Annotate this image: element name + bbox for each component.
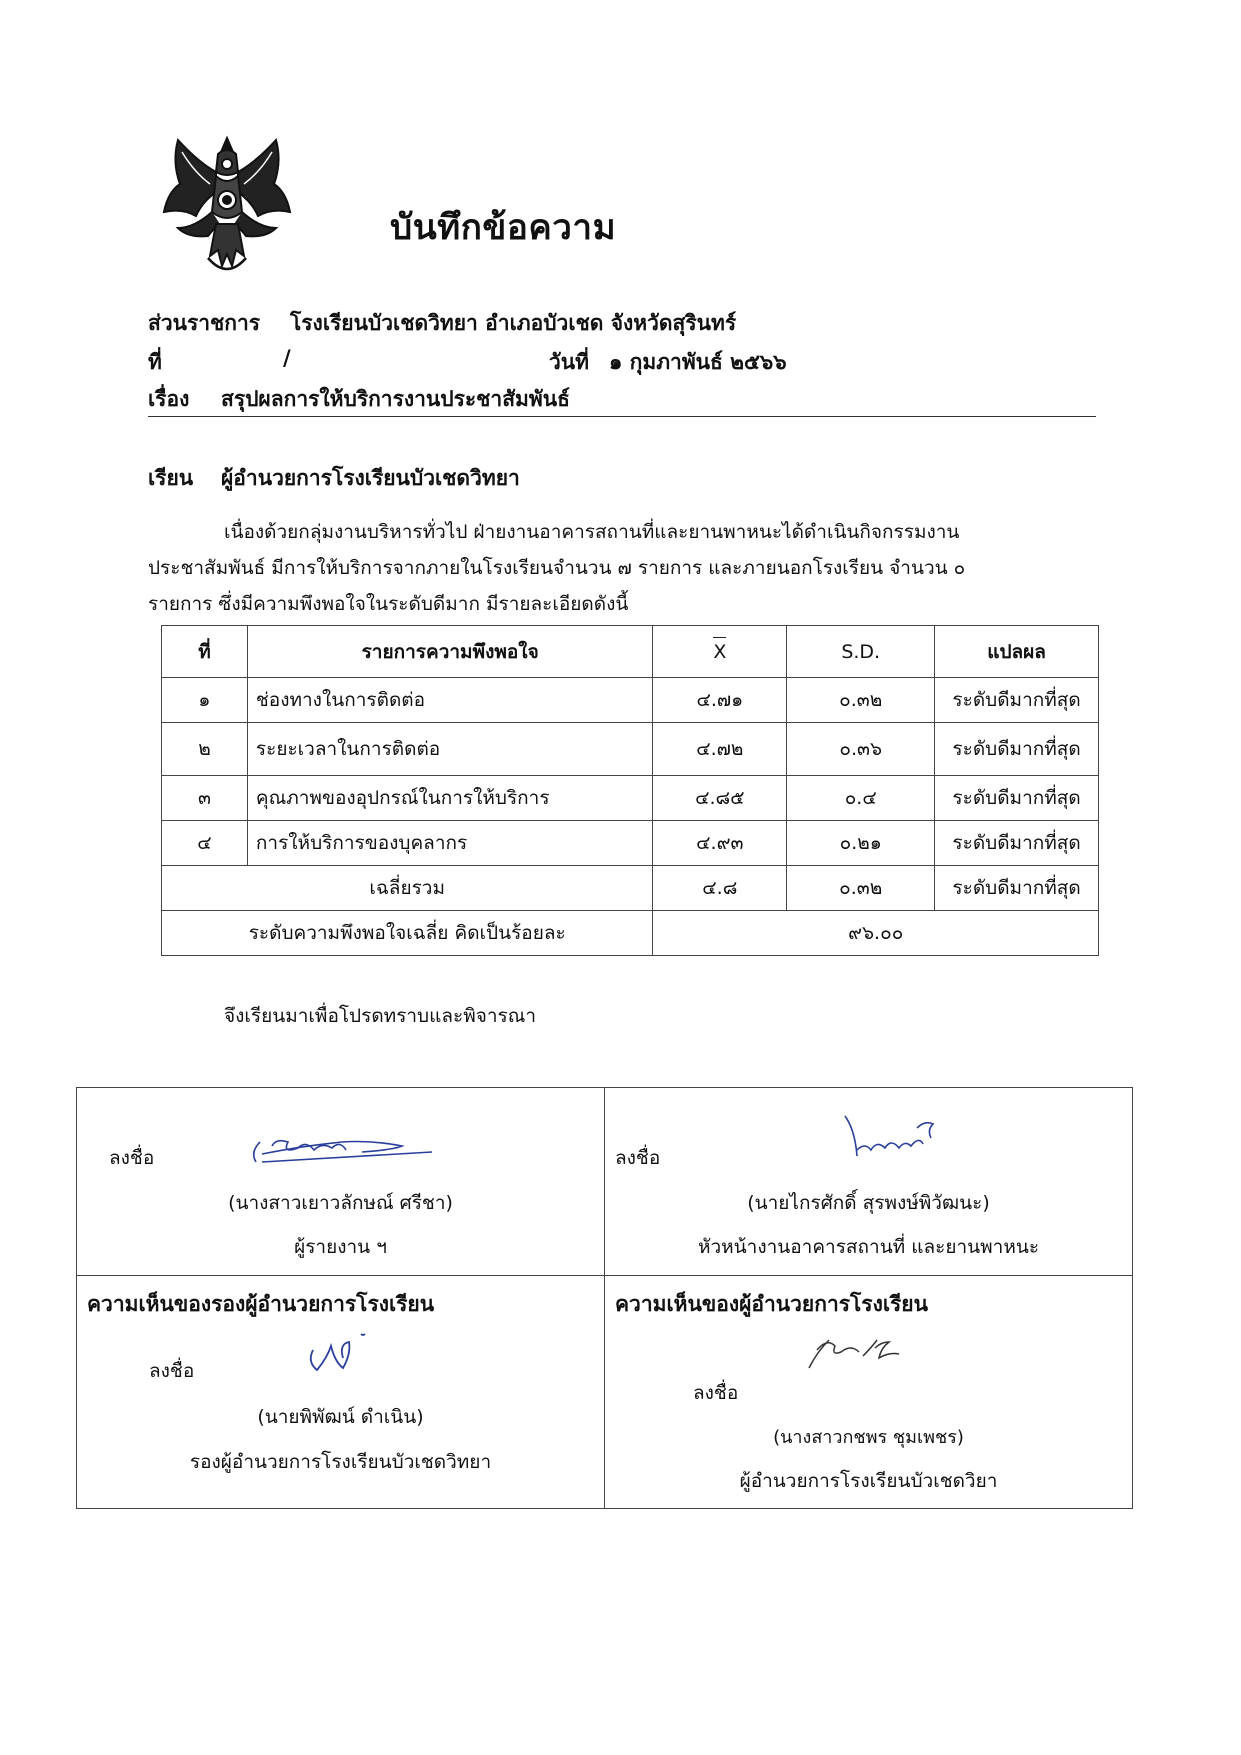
date-label: วันที่	[549, 350, 589, 374]
table-row	[162, 723, 1099, 776]
table-row	[162, 776, 1099, 821]
deputy-heading: ความเห็นของรองผู้อำนวยการโรงเรียน	[87, 1292, 435, 1316]
header-no: ที่	[162, 626, 248, 678]
deputy-name: (นายพิพัฒน์ ดำเนิน)	[257, 1406, 424, 1428]
row-result: ระดับดีมากที่สุด	[935, 776, 1099, 821]
row-mean: ๔.๘๕	[653, 776, 787, 821]
sign-label: ลงชื่อ	[109, 1147, 155, 1169]
row-sd: ๐.๓๖	[787, 723, 935, 776]
row-no: ๑	[162, 678, 248, 723]
header-item: รายการความพึงพอใจ	[247, 626, 652, 678]
paragraph-line-3: รายการ ซึ่งมีความพึงพอใจในระดับดีมาก มีรายละเอียดดังนี้	[148, 593, 629, 615]
to-value: ผู้อำนวยการโรงเรียนบัวเชดวิทยา	[221, 466, 520, 490]
head-signature	[835, 1110, 945, 1172]
row-item: ช่องทางในการติดต่อ	[247, 678, 652, 723]
head-cell	[605, 1088, 1133, 1276]
percent-label: ระดับความพึงพอใจเฉลี่ย คิดเป็นร้อยละ	[162, 911, 653, 956]
row-item: คุณภาพของอุปกรณ์ในการให้บริการ	[247, 776, 652, 821]
reporter-name: (นางสาวเยาวลักษณ์ ศรีชา)	[228, 1192, 453, 1214]
head-position: หัวหน้างานอาคารสถานที่ และยานพาหนะ	[697, 1236, 1040, 1258]
closing-line: จึงเรียนมาเพื่อโปรดทราบและพิจารณา	[224, 1005, 537, 1027]
percent-row	[162, 911, 1099, 956]
date-value: ๑ กุมภาพันธ์ ๒๕๖๖	[609, 350, 787, 374]
average-mean: ๔.๘	[653, 866, 787, 911]
average-sd: ๐.๓๒	[787, 866, 935, 911]
subject-value: สรุปผลการให้บริการงานประชาสัมพันธ์	[221, 387, 570, 411]
average-row	[162, 866, 1099, 911]
satisfaction-table	[161, 625, 1099, 956]
header-mean	[653, 626, 787, 678]
reporter-position: ผู้รายงาน ฯ	[294, 1236, 387, 1258]
reporter-cell	[77, 1088, 605, 1276]
subject-label: เรื่อง	[148, 387, 190, 411]
memo-title: บันทึกข้อความ	[390, 208, 617, 248]
sign-label: ลงชื่อ	[149, 1360, 195, 1382]
row-item: ระยะเวลาในการติดต่อ	[247, 723, 652, 776]
row-mean: ๔.๗๒	[653, 723, 787, 776]
row-sd: ๐.๔	[787, 776, 935, 821]
header-divider	[148, 416, 1096, 417]
garuda-emblem-icon	[158, 132, 296, 282]
director-cell	[605, 1276, 1133, 1509]
director-position: ผู้อำนวยการโรงเรียนบัวเชดวิยา	[739, 1470, 998, 1492]
row-result: ระดับดีมากที่สุด	[935, 723, 1099, 776]
row-sd: ๐.๓๒	[787, 678, 935, 723]
row-mean: ๔.๙๓	[653, 821, 787, 866]
paragraph-line-1: เนื่องด้วยกลุ่มงานบริหารทั่วไป ฝ่ายงานอาคารสถานที่และยานพาหนะได้ดำเนินกิจกรรมงาน	[224, 521, 960, 543]
header-result: แปลผล	[935, 626, 1099, 678]
head-name: (นายไกรศักดิ์ สุรพงษ์พิวัฒนะ)	[747, 1192, 990, 1214]
department-label: ส่วนราชการ	[148, 311, 261, 335]
average-label: เฉลี่ยรวม	[162, 866, 653, 911]
sign-label: ลงชื่อ	[615, 1147, 661, 1169]
to-label: เรียน	[148, 466, 194, 490]
ref-label: ที่	[148, 350, 162, 374]
deputy-signature	[299, 1328, 379, 1380]
header-sd: S.D.	[787, 626, 935, 678]
table-row	[162, 821, 1099, 866]
department-value: โรงเรียนบัวเชดวิทยา อำเภอบัวเชด จังหวัดสุรินทร์	[290, 311, 737, 335]
table-header-row	[162, 626, 1099, 678]
row-item: การให้บริการของบุคลากร	[247, 821, 652, 866]
deputy-cell	[77, 1276, 605, 1509]
row-result: ระดับดีมากที่สุด	[935, 821, 1099, 866]
average-result: ระดับดีมากที่สุด	[935, 866, 1099, 911]
row-no: ๒	[162, 723, 248, 776]
director-signature	[801, 1328, 911, 1380]
row-no: ๔	[162, 821, 248, 866]
row-mean: ๔.๗๑	[653, 678, 787, 723]
row-sd: ๐.๒๑	[787, 821, 935, 866]
sign-label: ลงชื่อ	[693, 1382, 739, 1404]
table-row	[162, 678, 1099, 723]
deputy-position: รองผู้อำนวยการโรงเรียนบัวเชดวิทยา	[189, 1451, 492, 1473]
paragraph-line-2: ประชาสัมพันธ์ มีการให้บริการจากภายในโรงเรียนจำนวน ๗ รายการ และภายนอกโรงเรียน จำนวน ๐	[148, 557, 966, 579]
director-heading: ความเห็นของผู้อำนวยการโรงเรียน	[615, 1292, 928, 1316]
ref-slash: /	[283, 346, 291, 370]
director-name: (นางสาวกชพร ชุมเพชร)	[773, 1427, 964, 1448]
row-no: ๓	[162, 776, 248, 821]
reporter-signature	[242, 1128, 452, 1172]
percent-value: ๙๖.๐๐	[653, 911, 1099, 956]
x-bar-symbol: X	[713, 640, 727, 663]
signature-table	[76, 1087, 1133, 1509]
row-result: ระดับดีมากที่สุด	[935, 678, 1099, 723]
